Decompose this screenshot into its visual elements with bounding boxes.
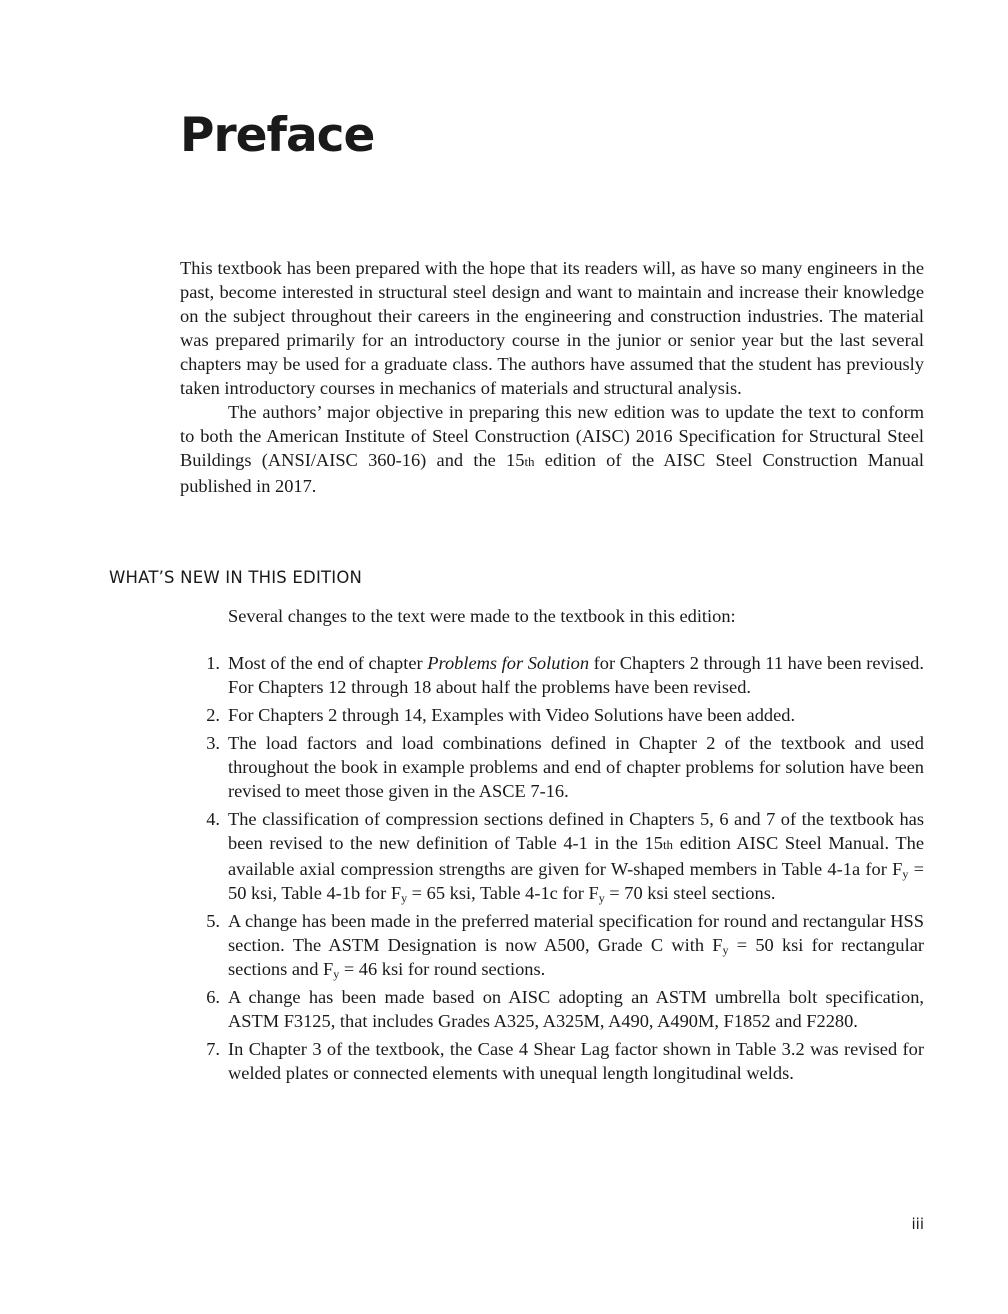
ordinal-suffix: th [524, 454, 535, 469]
emphasis-text: Problems for Solution [427, 653, 590, 673]
list-number: 3. [206, 733, 220, 753]
intro-paragraph: This textbook has been prepared with the hope that its readers will, as have so many engineers in the past, become interested in structural steel design and want to maintain and increase their knowledge on the subject throughout their careers in the engineering and construction industries. The material was prepared primarily for an introductory course in the junior or senior year but the last several chapters may be used for a graduate class. The authors have assumed that the student has previously taken introductory courses in mechanics of materials and structural analysis. [180, 258, 924, 398]
list-item: 3. The load factors and load combinations defined in Chapter 2 of the textbook and used throughout the book in example problems and end of chapter problems for solution have been revised to meet those given in the ASCE 7-16. [180, 731, 924, 803]
list-item: 1. Most of the end of chapter Problems for Solution for Chapters 2 through 11 have been revised. For Chapters 12 through 18 about half the problems have been revised. [180, 651, 924, 699]
subscript: y [401, 891, 408, 905]
subscript: y [598, 891, 605, 905]
list-number: 5. [206, 911, 220, 931]
subscript: y [722, 943, 729, 957]
list-item: 4. The classification of compression sections defined in Chapters 5, 6 and 7 of the textbook has been revised to the new definition of Table 4-1 in the 15th edition AISC Steel Manual. The available axial compression strengths are given for W-shaped members in Table 4-1a for $F_y = 50$ ksi, Table 4-1b for $F_y = 65$ ksi, Table 4-1c for $F_y = 70$ ksi steel sections. [180, 807, 924, 905]
section-heading: WHAT’S NEW IN THIS EDITION [109, 568, 363, 587]
subscript: y [333, 967, 340, 981]
ordinal-suffix: th [662, 837, 674, 852]
list-number: 2. [206, 705, 220, 725]
list-number: 4. [206, 809, 220, 829]
changes-list [180, 651, 924, 1089]
page-number: iii [911, 1215, 924, 1233]
list-number: 1. [206, 653, 220, 673]
subscript: y [902, 867, 909, 881]
list-item: 6. A change has been made based on AISC adopting an ASTM umbrella bolt specification, ASTM F3125, that includes Grades A325, A325M, A490, A490M, F1852 and F2280. [180, 985, 924, 1033]
page-title: Preface [180, 108, 375, 163]
list-item: 5. A change has been made in the preferred material specification for round and rectangular HSS section. The ASTM Designation is now A500, Grade C with $F_y = 50$ ksi for rectangular sections and $F_y = 46$ ksi for round sections. [180, 909, 924, 981]
list-item: 2. For Chapters 2 through 14, Examples with Video Solutions have been added. [180, 703, 924, 727]
list-number: 7. [206, 1039, 220, 1059]
list-item: 7. In Chapter 3 of the textbook, the Case 4 Shear Lag factor shown in Table 3.2 was revised for welded plates or connected elements with unequal length longitudinal welds. [180, 1037, 924, 1085]
intro-paragraph: The authors’ major objective in preparing this new edition was to update the text to conform to both the American Institute of Steel Construction (AISC) 2016 Specification for Structural Steel Buildings (ANSI/AISC 360-16) and the 15th edition of the AISC Steel Construction Manual published in 2017. [180, 402, 924, 496]
intro-text [180, 256, 924, 498]
section-intro: Several changes to the text were made to the textbook in this edition: [228, 606, 736, 626]
list-number: 6. [206, 987, 220, 1007]
